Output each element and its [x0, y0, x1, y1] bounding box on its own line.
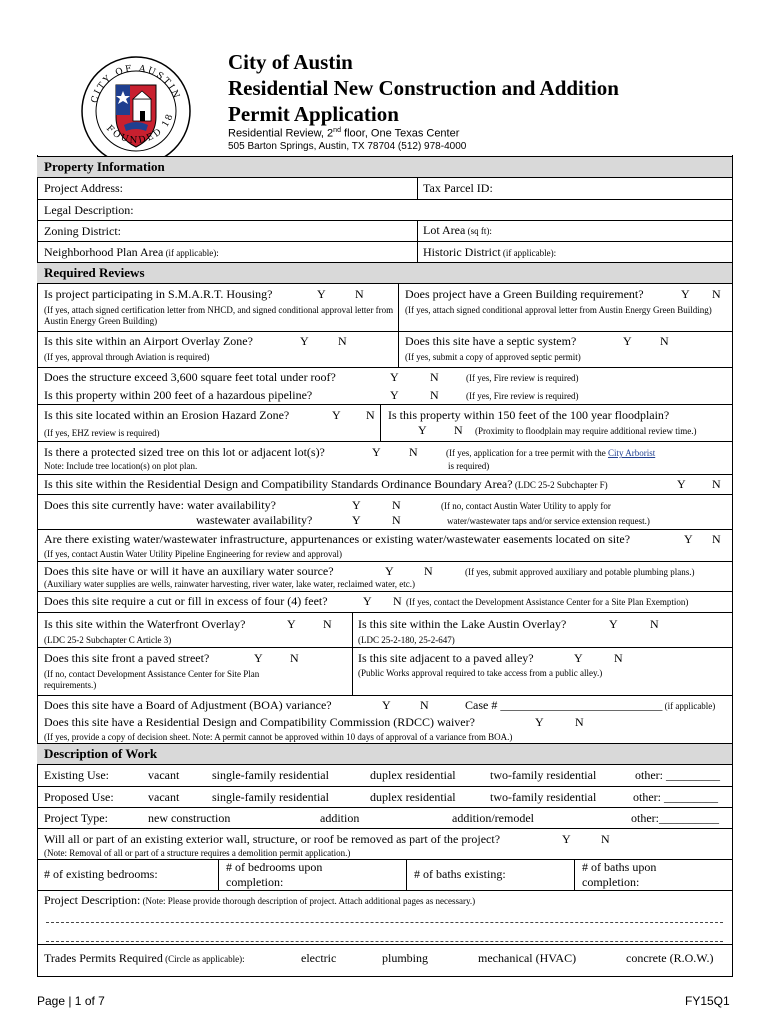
rdcc-yes[interactable]: Y [535, 715, 544, 729]
easement-no[interactable]: N [712, 532, 721, 546]
easement-note: (If yes, contact Austin Water Utility Pipeline Engineering for review and approval) [44, 549, 343, 559]
pipeline-yes[interactable]: Y [390, 388, 399, 402]
tree-no[interactable]: N [409, 445, 418, 459]
cut-no[interactable]: N [393, 594, 402, 608]
project-type-label: Project Type: [44, 811, 108, 825]
trade-plumbing[interactable]: plumbing [382, 951, 429, 965]
rdcc-question: Does this site have a Residential Design and Compatibility Commission (RDCC) waiver? [44, 715, 475, 729]
rdcs-no[interactable]: N [712, 477, 721, 491]
existing-use-label: Existing Use: [44, 768, 109, 782]
proposed-use-single-family[interactable]: single-family residential [212, 790, 329, 804]
erosion-question: Is this site located within an Erosion Hazard Zone? [44, 408, 290, 422]
septic-yes[interactable]: Y [623, 334, 632, 348]
green-no[interactable]: N [712, 287, 721, 301]
lake-austin-question: Is this site within the Lake Austin Overlay? [358, 617, 567, 631]
pipeline-question: Is this property within 200 feet of a hazardous pipeline? [44, 388, 313, 402]
wastewater-question: wastewater availability? [196, 513, 313, 527]
boa-no[interactable]: N [420, 698, 429, 712]
existing-baths-field[interactable]: # of baths existing: [414, 867, 506, 881]
easement-yes[interactable]: Y [684, 532, 693, 546]
proposed-use-vacant[interactable]: vacant [148, 790, 180, 804]
cut-yes[interactable]: Y [363, 594, 372, 608]
existing-use-single-family[interactable]: single-family residential [212, 768, 329, 782]
project-type-addition[interactable]: addition [320, 811, 360, 825]
historic-district-field[interactable]: Historic District (if applicable): [423, 245, 557, 259]
proposed-use-other[interactable]: other: _________ [633, 790, 718, 804]
paved-alley-question: Is this site adjacent to a paved alley? [358, 651, 534, 665]
lake-yes[interactable]: Y [609, 617, 618, 631]
tree-note: Note: Include tree location(s) on plot plan. [44, 461, 198, 471]
green-note: (If yes, attach signed conditional approval letter from Austin Energy Green Building) [405, 305, 712, 315]
green-building-question: Does project have a Green Building requirement? [405, 287, 644, 301]
trade-concrete[interactable]: concrete (R.O.W.) [626, 951, 714, 965]
paved-yes[interactable]: Y [254, 651, 263, 665]
aux-water-question: Does this site have or will it have an auxiliary water source? [44, 564, 334, 578]
aux-no[interactable]: N [424, 564, 433, 578]
section-title: Description of Work [44, 746, 158, 761]
page-number: Page | 1 of 7 [37, 994, 105, 1008]
existing-use-vacant[interactable]: vacant [148, 768, 180, 782]
proposed-use-duplex[interactable]: duplex residential [370, 790, 456, 804]
bedrooms-upon-completion-field[interactable]: # of bedrooms upon completion: [226, 860, 323, 889]
water-no[interactable]: N [392, 498, 401, 512]
sqft-no[interactable]: N [430, 370, 439, 384]
tree-permit-note-line2: is required) [448, 461, 490, 471]
svg-text:FOUNDED 1839: FOUNDED 18 [104, 111, 176, 147]
page-title-line3: Permit Application [228, 102, 399, 126]
office-address: Residential Review, 2nd floor, One Texas Center [228, 127, 460, 140]
airport-note: (If yes, approval through Aviation is required) [44, 352, 210, 362]
existing-use-other[interactable]: other: _________ [635, 768, 720, 782]
tree-question: Is there a protected sized tree on this lot or adjacent lot(s)? [44, 445, 325, 459]
cut-fill-question: Does this site require a cut or fill in excess of four (4) feet? [44, 594, 328, 608]
form-version-code: FY15Q1 [685, 994, 730, 1008]
project-type-new-construction[interactable]: new construction [148, 811, 231, 825]
office-address-line2: 505 Barton Springs, Austin, TX 78704 (512) 978-4000 [228, 141, 467, 152]
proposed-use-two-family[interactable]: two-family residential [490, 790, 597, 804]
sqft-fire-note: (If yes, Fire review is required) [466, 373, 579, 383]
svg-text:CITY OF AUSTIN: CITY OF AUSTIN [89, 63, 182, 105]
zoning-district-field[interactable]: Zoning District: [44, 224, 121, 238]
page-title: City of Austin [228, 50, 353, 74]
smart-yes[interactable]: Y [317, 287, 326, 301]
rdcs-question: Is this site within the Residential Design and Compatibility Standards Ordinance Boundary Area? (LDC 25-2 Subchapter F) [44, 477, 608, 491]
lake-no[interactable]: N [650, 617, 659, 631]
city-seal [80, 55, 192, 167]
airport-yes[interactable]: Y [300, 334, 309, 348]
rdcc-no[interactable]: N [575, 715, 584, 729]
septic-note: (If yes, submit a copy of approved septic permit) [405, 352, 581, 362]
lake-austin-note: (LDC 25-2-180, 25-2-647) [358, 635, 455, 645]
section-title: Required Reviews [44, 265, 145, 280]
erosion-yes[interactable]: Y [332, 408, 341, 422]
page-title-line2: Residential New Construction and Addition [228, 76, 619, 100]
waterfront-question: Is this site within the Waterfront Overlay? [44, 617, 246, 631]
smart-no[interactable]: N [355, 287, 364, 301]
sqft-question: Does the structure exceed 3,600 square feet total under roof? [44, 370, 336, 384]
water-note-line2: water/wastewater taps and/or service extension request.) [447, 516, 650, 526]
trade-electric[interactable]: electric [301, 951, 337, 965]
aux-yes[interactable]: Y [385, 564, 394, 578]
existing-use-two-family[interactable]: two-family residential [490, 768, 597, 782]
removal-no[interactable]: N [601, 832, 610, 846]
tree-permit-note: (If yes, application for a tree permit with the City Arborist [446, 448, 656, 458]
tree-yes[interactable]: Y [372, 445, 381, 459]
project-description-line-2[interactable] [46, 941, 723, 942]
removal-question: Will all or part of an existing exterior wall, structure, or roof be removed as part of the project? [44, 832, 501, 846]
paved-alley-note: (Public Works approval required to take access from a public alley.) [358, 668, 603, 678]
existing-bedrooms-field[interactable]: # of existing bedrooms: [44, 867, 158, 881]
water-note: (If no, contact Austin Water Utility to apply for [441, 501, 611, 511]
cut-fill-note: (If yes, contact the Development Assistance Center for a Site Plan Exemption) [406, 597, 689, 607]
green-yes[interactable]: Y [681, 287, 690, 301]
rdcc-note: (If yes, provide a copy of decision sheet. Note: A permit cannot be approved within 10 days of approval of a variance from BOA.) [44, 732, 513, 742]
airport-no[interactable]: N [338, 334, 347, 348]
lot-area-field[interactable]: Lot Area (sq ft): [423, 223, 492, 237]
form-frame-right [732, 155, 733, 977]
city-arborist-link[interactable]: City Arborist [607, 448, 656, 458]
wastewater-yes[interactable]: Y [352, 513, 361, 527]
waterfront-no[interactable]: N [323, 617, 332, 631]
erosion-no[interactable]: N [366, 408, 375, 422]
airport-question: Is this site within an Airport Overlay Zone? [44, 334, 253, 348]
pipeline-fire-note: (If yes, Fire review is required) [466, 391, 579, 401]
alley-no[interactable]: N [614, 651, 623, 665]
sqft-yes[interactable]: Y [390, 370, 399, 384]
tax-parcel-field[interactable]: Tax Parcel ID: [423, 181, 493, 195]
waterfront-note: (LDC 25-2 Subchapter C Article 3) [44, 635, 172, 645]
easement-question: Are there existing water/wastewater infrastructure, appurtenances or existing water/wastewater easements located on site? [44, 532, 631, 546]
legal-description-field[interactable]: Legal Description: [44, 203, 134, 217]
baths-upon-completion-field[interactable]: # of baths upon completion: [582, 860, 657, 889]
project-type-addition-remodel[interactable]: addition/remodel [452, 811, 534, 825]
removal-note: (Note: Removal of all or part of a structure requires a demolition permit application.) [44, 848, 351, 858]
trades-permits-label: Trades Permits Required (Circle as applicable): [44, 951, 245, 965]
boa-yes[interactable]: Y [382, 698, 391, 712]
case-number-field[interactable]: Case # ___________________________ (if applicable) [465, 698, 716, 712]
septic-no[interactable]: N [660, 334, 669, 348]
removal-yes[interactable]: Y [562, 832, 571, 846]
aux-water-note: (If yes, submit approved auxiliary and potable plumbing plans.) [465, 567, 695, 577]
section-title: Property Information [44, 159, 165, 174]
paved-no[interactable]: N [290, 651, 299, 665]
rdcs-yes[interactable]: Y [677, 477, 686, 491]
project-description-line-1[interactable] [46, 922, 723, 923]
flood-no[interactable]: N [454, 423, 463, 437]
paved-street-question: Does this site front a paved street? [44, 651, 210, 665]
floodplain-note: (Proximity to floodplain may require additional review time.) [475, 426, 697, 436]
wastewater-no[interactable]: N [392, 513, 401, 527]
proposed-use-label: Proposed Use: [44, 790, 114, 804]
smart-note: (If yes, attach signed certification letter from NHCD, and signed conditional approval letter from Austin Energy Green Building) [44, 305, 394, 326]
trade-mechanical[interactable]: mechanical (HVAC) [478, 951, 577, 965]
septic-question: Does this site have a septic system? [405, 334, 577, 348]
project-description-label: Project Description: (Note: Please provide thorough description of project. Attach additional pages as necessary.) [44, 893, 476, 907]
floodplain-question: Is this property within 150 feet of the 100 year floodplain? [388, 408, 670, 422]
waterfront-yes[interactable]: Y [287, 617, 296, 631]
flood-yes[interactable]: Y [418, 423, 427, 437]
water-yes[interactable]: Y [352, 498, 361, 512]
paved-street-note: (If no, contact Development Assistance Center for Site Plan requirements.) [44, 669, 260, 690]
boa-question: Does this site have a Board of Adjustment (BOA) variance? [44, 698, 332, 712]
erosion-note: (If yes, EHZ review is required) [44, 428, 160, 438]
project-address-field[interactable]: Project Address: [44, 181, 123, 195]
pipeline-no[interactable]: N [430, 388, 439, 402]
smart-housing-question: Is project participating in S.M.A.R.T. Housing? [44, 287, 273, 301]
project-type-other[interactable]: other:__________ [631, 811, 719, 825]
water-question: Does this site currently have: water availability? [44, 498, 276, 512]
aux-water-note-line2: (Auxiliary water supplies are wells, rainwater harvesting, river water, lake water, reclaimed water, etc.) [44, 579, 415, 589]
alley-yes[interactable]: Y [574, 651, 583, 665]
existing-use-duplex[interactable]: duplex residential [370, 768, 456, 782]
neighborhood-plan-field[interactable]: Neighborhood Plan Area (if applicable): [44, 245, 219, 259]
